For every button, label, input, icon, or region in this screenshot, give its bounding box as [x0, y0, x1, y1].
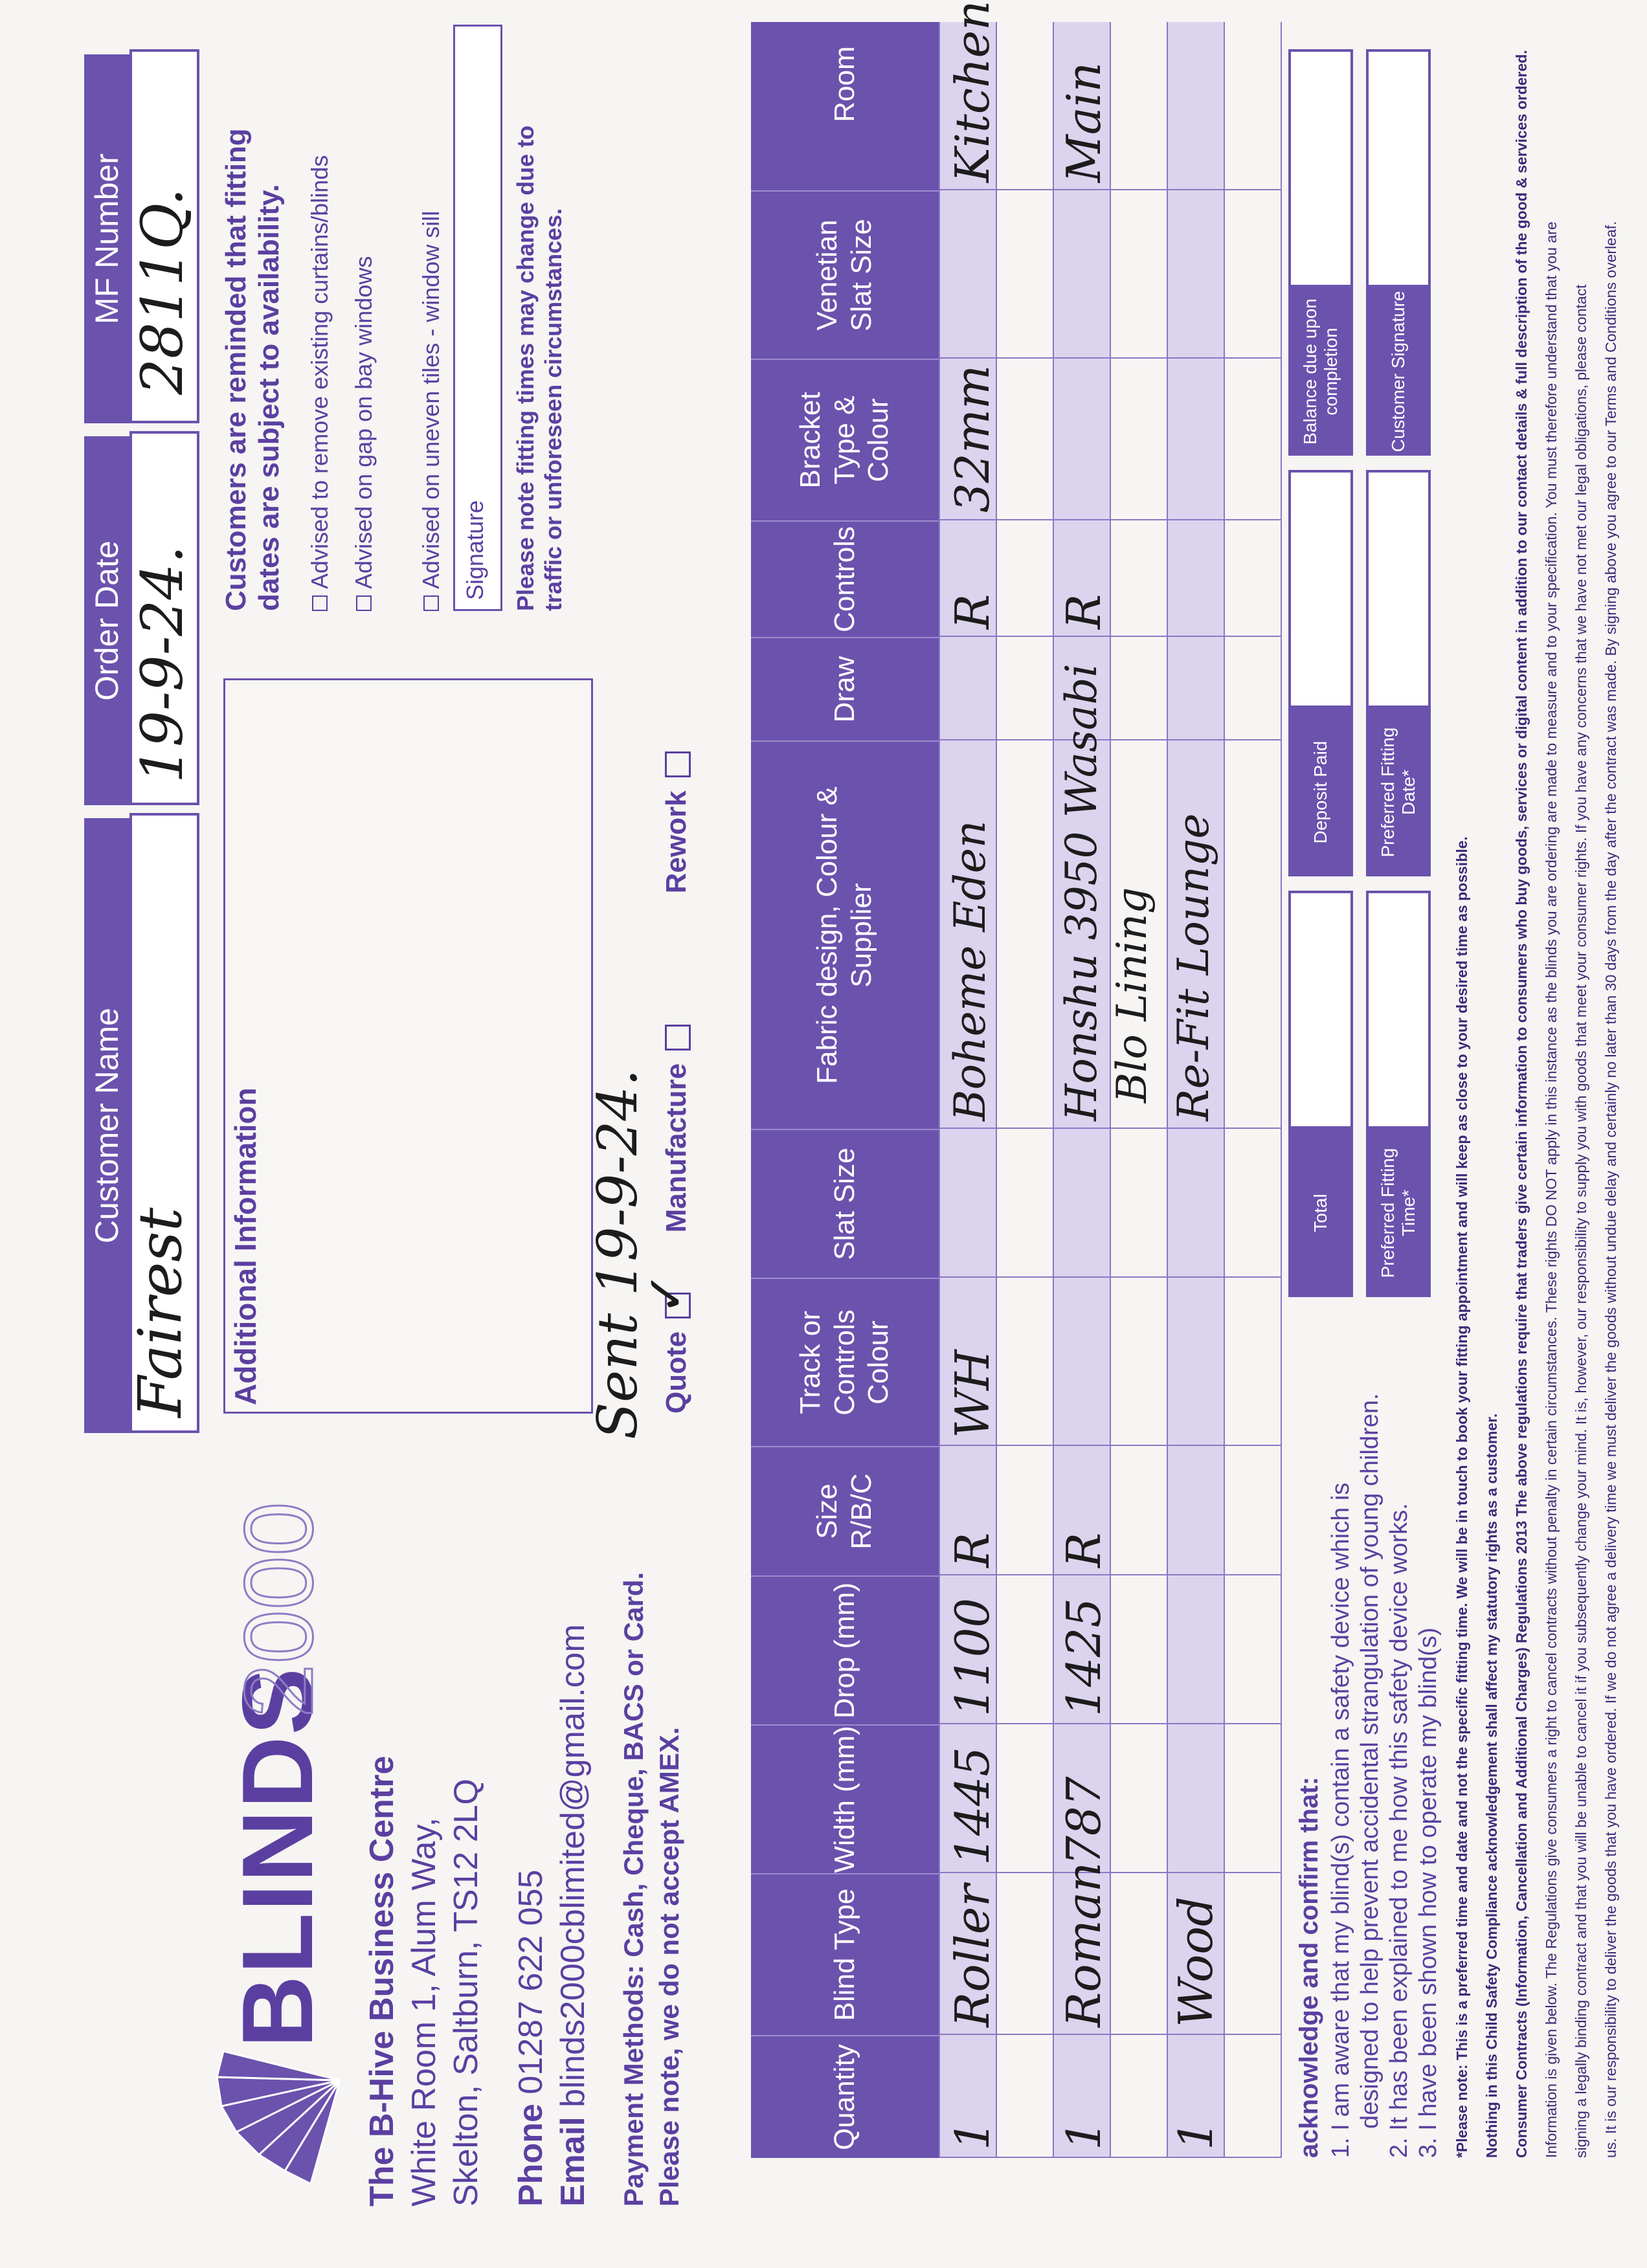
pref-time-label: Preferred Fitting Time*: [1366, 1129, 1431, 1297]
cell-controls[interactable]: R: [945, 594, 1000, 629]
mf-number-field[interactable]: [129, 49, 199, 423]
advice-signature-field[interactable]: [453, 25, 502, 611]
availability-reminder: [220, 28, 286, 611]
row-divider: [1053, 22, 1054, 2158]
safety-item-2: 2. It has been explained to me how this safety device works.: [1385, 1503, 1413, 2158]
column-header: Fabric design, Colour & Supplier: [751, 740, 939, 1129]
column-divider: [939, 739, 1282, 740]
column-divider: [939, 1276, 1282, 1278]
column-header: Controls: [751, 520, 939, 637]
column-header: Width (mm): [751, 1724, 939, 1873]
cell-drop[interactable]: 1100: [945, 1597, 1000, 1717]
customer-name-field[interactable]: [126, 813, 199, 1433]
order-status-options: [637, 751, 695, 1414]
cell-width[interactable]: 787: [1057, 1776, 1111, 1865]
cell-room[interactable]: Main: [1057, 61, 1111, 183]
mf-number-label: MF Number: [84, 54, 129, 423]
column-header: Venetian Slat Size: [751, 190, 939, 359]
pref-date-label: Preferred Fitting Date*: [1366, 708, 1431, 876]
phone-label: Phone: [512, 2104, 550, 2207]
customer-name-value: Fairest: [126, 1207, 195, 1418]
cell-size[interactable]: R: [945, 1532, 1000, 1568]
cell-fabric_2[interactable]: Blo Lining: [1108, 887, 1156, 1103]
row-divider: [1167, 22, 1168, 2158]
safety-ack: acknowledge and confirm that:: [1295, 1777, 1323, 2158]
row-divider: [939, 22, 940, 2158]
signature-label: Customer Signature: [1366, 287, 1431, 456]
reminder-line-1: Customers are reminded that fitting: [220, 128, 252, 611]
safety-item-1a: 1. I am aware that my blind(s) contain a safety device which is: [1327, 1482, 1354, 2158]
order-date-label: Order Date: [84, 436, 129, 805]
cell-width[interactable]: 1445: [945, 1746, 1000, 1865]
additional-info-box[interactable]: [223, 678, 593, 1414]
cell-controls[interactable]: R: [1057, 594, 1111, 629]
cell-type[interactable]: Roller: [945, 1884, 1000, 2027]
rework-checkbox[interactable]: [665, 751, 691, 777]
cell-qty[interactable]: 1: [945, 2120, 1000, 2150]
column-divider: [939, 357, 1282, 359]
note-line-1: Please note fitting times may change due to: [512, 125, 539, 611]
fineprint-p5: signing a legally binding contract and that you will be unable to cancel it if you subsequently change your mind. It is, however, our responsibility to supply you with goods that meet your consumer rights. If you have any concerns that we have not met our legal obligations, please contact: [1573, 284, 1589, 2158]
reminder-line-2: dates are subject to availability.: [252, 184, 285, 611]
column-divider: [939, 1128, 1282, 1129]
checkmark-icon: ✓: [637, 1271, 695, 1315]
quote-label: Quote: [660, 1331, 692, 1414]
advice-option-1: Advised to remove existing curtains/blinds: [306, 155, 333, 589]
footer-strip: [1269, 0, 1647, 2268]
advice-option-2: Advised on gap on bay windows: [350, 256, 377, 589]
email-address: blinds2000cblimited@gmail.com: [554, 1624, 592, 2107]
cell-qty[interactable]: 1: [1057, 2120, 1111, 2150]
rework-label: Rework: [660, 790, 692, 894]
cell-room[interactable]: Kitchen: [945, 0, 1000, 183]
blinds2000-logo: [214, 1465, 350, 2210]
email-label: Email: [554, 2117, 592, 2207]
column-header: Slat Size: [751, 1129, 939, 1278]
column-divider: [939, 2157, 1282, 2158]
column-header: Quantity: [751, 2035, 939, 2158]
manufacture-label: Manufacture: [660, 1063, 692, 1233]
logo-number: 2000: [224, 1502, 333, 1718]
column-header: Track or Controls Colour: [751, 1278, 939, 1446]
cell-type[interactable]: Roman: [1057, 1862, 1111, 2027]
logo-text: BLINDS: [221, 1667, 333, 2048]
additional-info-handwriting: Sent 19-9-24.: [586, 1069, 649, 1440]
cell-size[interactable]: R: [1057, 1532, 1111, 1568]
note-line-2: traffic or unforeseen circumstances.: [540, 208, 567, 611]
column-divider: [939, 1574, 1282, 1575]
order-table: [751, 0, 1282, 2158]
advice-checkbox[interactable]: [312, 595, 328, 611]
column-divider: [939, 1445, 1282, 1446]
fineprint-p2: Nothing in this Child Safety Compliance acknowledgement shall affect my statutory rights as a customer.: [1483, 1413, 1500, 2158]
column-divider: [939, 189, 1282, 190]
fan-icon: [214, 2048, 343, 2210]
balance-label: Balance due upon completion: [1288, 287, 1353, 456]
address-line-1: White Room 1, Alum Way,: [405, 1817, 443, 2207]
cell-bracket[interactable]: 32mm: [945, 364, 1000, 513]
payment-note: Please note, we do not accept AMEX.: [654, 1727, 684, 2207]
cell-track[interactable]: WH: [945, 1350, 1000, 1438]
company-name: The B-Hive Business Centre: [363, 1755, 401, 2207]
cell-fabric[interactable]: Honshu 3950 Wasabi: [1057, 663, 1106, 1121]
column-divider: [939, 636, 1282, 637]
column-header: Drop (mm): [751, 1575, 939, 1724]
cell-qty[interactable]: 1: [1169, 2120, 1223, 2150]
fineprint-p4: Information is given below. The Regulations give consumers a right to cancel contracts without penalty in certain circumstances. These rights DO NOT apply in this instance as the blinds you are ordering are made to measure and to your specification. You must therefore understand that you are: [1543, 221, 1560, 2158]
phone-number: 01287 622 055: [512, 1869, 550, 2095]
safety-item-1b: designed to help prevent accidental strangulation of young children.: [1356, 1393, 1384, 2129]
fineprint-p3: Consumer Contracts (Information, Cancellation and Additional Charges) Regulations 2013 The above regulations require that traders give certain information to consumers who buy goods, services or digital content in addition to our contact details & full description of the good & services ordered.: [1513, 50, 1530, 2158]
address-line-2: Skelton, Saltburn, TS12 2LQ: [447, 1779, 485, 2207]
column-header: Size R/B/C: [751, 1446, 939, 1575]
order-date-field[interactable]: [129, 431, 199, 805]
column-header: Blind Type: [751, 1873, 939, 2035]
column-header: Bracket Type & Colour: [751, 359, 939, 520]
additional-info-title: Additional Information: [229, 1087, 262, 1405]
advice-checkbox[interactable]: [423, 595, 439, 611]
advice-option-3: Advised on uneven tiles - window sill: [418, 210, 444, 589]
fineprint-p6: us. It is our responsibility to deliver the goods that you have ordered. If we do not agree a delivery time we must deliver the goods without undue delay and certainly no later than 30 days from the day after the contract was made. By signing above you agree to our Terms and Conditions overleaf.: [1602, 221, 1619, 2158]
advice-checklist: [298, 155, 453, 611]
table-header: [751, 22, 939, 2158]
deposit-label: Deposit Paid: [1288, 708, 1353, 876]
row-divider: [1224, 22, 1225, 2158]
advice-checkbox[interactable]: [356, 595, 372, 611]
cell-fabric[interactable]: Re-Fit Lounge: [1169, 813, 1218, 1121]
order-date-value: 19-9-24.: [129, 545, 196, 783]
signature-label: Signature: [462, 500, 488, 600]
column-header: Draw: [751, 637, 939, 740]
manufacture-checkbox[interactable]: [665, 1025, 691, 1051]
fineprint-p1: *Please note: This is a preferred time and date and not the specific fitting time. We will be in touch to book your fitting appointment and will keep as close to your desired time as possible.: [1453, 836, 1470, 2158]
customer-name-label: Customer Name: [84, 818, 129, 1433]
cell-fabric[interactable]: Boheme Eden: [945, 820, 995, 1121]
column-header: Room: [751, 0, 939, 190]
quote-checkbox[interactable]: [637, 1271, 695, 1318]
fitting-times-note: [511, 28, 567, 611]
cell-drop[interactable]: 1425: [1057, 1597, 1111, 1717]
column-divider: [939, 1723, 1282, 1724]
safety-item-3: 3. I have been shown how to operate my blind(s): [1415, 1627, 1442, 2158]
column-divider: [939, 519, 1282, 520]
total-label: Total: [1288, 1129, 1353, 1297]
column-divider: [939, 2034, 1282, 2035]
mf-number-value: 2811Q.: [129, 188, 196, 395]
payment-methods: Payment Methods: Cash, Cheque, BACS or Card.: [618, 1572, 649, 2207]
cell-type[interactable]: Wood: [1169, 1896, 1223, 2027]
